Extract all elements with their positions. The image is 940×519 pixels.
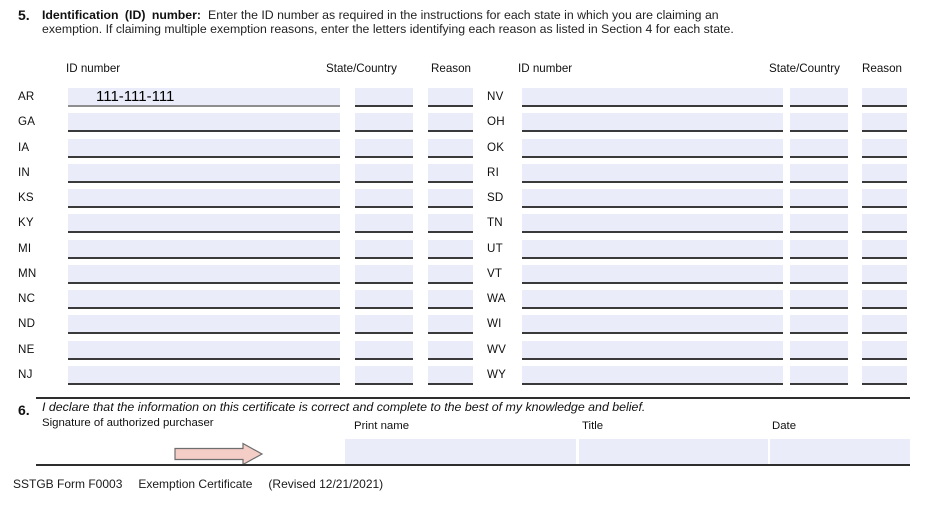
state-country-field[interactable] bbox=[790, 341, 848, 360]
reason-field[interactable] bbox=[428, 341, 473, 360]
state-code: MN bbox=[18, 266, 37, 280]
reason-field[interactable] bbox=[862, 139, 907, 158]
state-code: NE bbox=[18, 342, 35, 356]
section5-instructions bbox=[42, 9, 912, 37]
state-country-field[interactable] bbox=[355, 214, 413, 233]
id-number-value: 111-111-111 bbox=[96, 88, 175, 105]
reason-field[interactable] bbox=[428, 113, 473, 132]
reason-field[interactable] bbox=[862, 315, 907, 334]
id-number-field[interactable] bbox=[68, 113, 340, 132]
section6-bottom-divider bbox=[36, 464, 910, 466]
id-number-field[interactable] bbox=[68, 164, 340, 183]
title-label: Title bbox=[582, 420, 604, 432]
reason-field[interactable] bbox=[428, 164, 473, 183]
state-country-field[interactable] bbox=[790, 214, 848, 233]
reason-field[interactable] bbox=[862, 189, 907, 208]
reason-field[interactable] bbox=[428, 189, 473, 208]
id-number-field[interactable] bbox=[522, 341, 783, 360]
reason-field[interactable] bbox=[862, 240, 907, 259]
state-code: OK bbox=[487, 140, 505, 154]
id-number-field[interactable] bbox=[68, 240, 340, 259]
state-code: TN bbox=[487, 216, 503, 230]
id-number-field[interactable] bbox=[68, 214, 340, 233]
table-row bbox=[487, 112, 915, 137]
id-number-field[interactable] bbox=[68, 366, 340, 385]
table-row bbox=[487, 239, 915, 264]
signature-label: Signature of authorized purchaser bbox=[42, 417, 214, 429]
table-row bbox=[487, 188, 915, 213]
reason-field[interactable] bbox=[862, 88, 907, 107]
right-reason-header: Reason bbox=[862, 62, 902, 75]
reason-field[interactable] bbox=[862, 164, 907, 183]
section6-top-divider bbox=[36, 397, 910, 399]
state-code: KY bbox=[18, 216, 34, 230]
state-code: WY bbox=[487, 367, 507, 381]
state-country-field[interactable] bbox=[355, 265, 413, 284]
state-country-field[interactable] bbox=[355, 189, 413, 208]
table-row bbox=[18, 289, 480, 314]
id-number-field[interactable] bbox=[522, 88, 783, 107]
id-number-field[interactable] bbox=[68, 189, 340, 208]
state-country-field[interactable] bbox=[790, 240, 848, 259]
reason-field[interactable] bbox=[862, 290, 907, 309]
reason-field[interactable] bbox=[862, 214, 907, 233]
reason-field[interactable] bbox=[428, 139, 473, 158]
state-code: VT bbox=[487, 266, 503, 280]
id-number-field[interactable] bbox=[68, 88, 340, 107]
table-row bbox=[487, 264, 915, 289]
state-country-field[interactable] bbox=[790, 366, 848, 385]
state-country-field[interactable] bbox=[790, 265, 848, 284]
reason-field[interactable] bbox=[428, 88, 473, 107]
form-footer bbox=[13, 477, 383, 491]
right-state-country-header: State/Country bbox=[769, 62, 840, 75]
state-country-field[interactable] bbox=[355, 240, 413, 259]
section6-number: 6. bbox=[18, 402, 30, 418]
table-row bbox=[18, 112, 480, 137]
table-row bbox=[18, 163, 480, 188]
state-country-field[interactable] bbox=[790, 189, 848, 208]
table-row bbox=[487, 289, 915, 314]
title-field[interactable] bbox=[579, 439, 768, 464]
reason-field[interactable] bbox=[862, 265, 907, 284]
section5-number: 5. bbox=[18, 7, 30, 23]
state-country-field[interactable] bbox=[355, 164, 413, 183]
reason-field[interactable] bbox=[428, 265, 473, 284]
state-code: NV bbox=[487, 90, 504, 103]
signature-pointer-arrow-icon bbox=[173, 442, 265, 466]
state-country-field[interactable] bbox=[790, 113, 848, 132]
right-state-table bbox=[487, 87, 915, 390]
state-code: WA bbox=[487, 292, 506, 305]
footer-form-id: SSTGB Form F0003 bbox=[13, 477, 123, 491]
left-reason-header: Reason bbox=[431, 62, 471, 75]
state-code: AR bbox=[18, 90, 35, 103]
declaration-text: I declare that the information on this certificate is correct and complete to the best of my knowledge and belief. bbox=[42, 400, 646, 414]
print-name-field[interactable] bbox=[345, 439, 576, 464]
id-number-field[interactable] bbox=[68, 139, 340, 158]
section5-instructions-line2: exemption. If claiming multiple exemption reasons, enter the letters identifying each reason as listed in Section 4 for each state. bbox=[42, 21, 734, 36]
id-number-field[interactable] bbox=[522, 315, 783, 334]
table-row bbox=[18, 188, 480, 213]
table-row bbox=[18, 314, 480, 339]
table-row bbox=[487, 365, 915, 390]
state-code: IA bbox=[18, 140, 30, 154]
reason-field[interactable] bbox=[862, 366, 907, 385]
reason-field[interactable] bbox=[862, 341, 907, 360]
state-code: IN bbox=[18, 165, 30, 179]
table-row bbox=[487, 163, 915, 188]
table-row bbox=[18, 340, 480, 365]
date-label: Date bbox=[772, 420, 797, 432]
state-country-field[interactable] bbox=[790, 315, 848, 334]
state-code: UT bbox=[487, 241, 503, 255]
id-number-field[interactable] bbox=[68, 315, 340, 334]
table-row bbox=[487, 213, 915, 238]
id-number-field[interactable] bbox=[522, 113, 783, 132]
state-code: NC bbox=[18, 292, 36, 305]
state-code: WV bbox=[487, 342, 507, 356]
reason-field[interactable] bbox=[428, 366, 473, 385]
state-code: OH bbox=[487, 115, 505, 129]
table-row bbox=[487, 138, 915, 163]
id-number-field[interactable] bbox=[522, 240, 783, 259]
state-code: KS bbox=[18, 191, 34, 204]
footer-form-name: Exemption Certificate bbox=[138, 477, 253, 491]
state-country-field[interactable] bbox=[355, 113, 413, 132]
table-row bbox=[18, 264, 480, 289]
left-id-number-header: ID number bbox=[66, 62, 121, 75]
state-country-field[interactable] bbox=[355, 366, 413, 385]
right-id-number-header: ID number bbox=[518, 62, 573, 75]
state-country-field[interactable] bbox=[790, 290, 848, 309]
id-number-field[interactable] bbox=[522, 290, 783, 309]
state-country-field[interactable] bbox=[355, 88, 413, 107]
state-country-field[interactable] bbox=[355, 290, 413, 309]
id-number-field[interactable] bbox=[522, 139, 783, 158]
table-row bbox=[18, 138, 480, 163]
reason-field[interactable] bbox=[428, 214, 473, 233]
state-code: WI bbox=[487, 317, 502, 331]
state-code: MI bbox=[18, 241, 32, 255]
id-number-field[interactable] bbox=[68, 341, 340, 360]
date-field[interactable] bbox=[770, 439, 910, 464]
id-number-field[interactable] bbox=[68, 290, 340, 309]
table-row bbox=[18, 213, 480, 238]
table-row bbox=[487, 340, 915, 365]
state-country-field[interactable] bbox=[355, 341, 413, 360]
state-code: NJ bbox=[18, 367, 33, 381]
state-code: SD bbox=[487, 191, 504, 204]
state-country-field[interactable] bbox=[790, 139, 848, 158]
footer-revision: (Revised 12/21/2021) bbox=[268, 477, 384, 491]
id-number-field[interactable] bbox=[522, 265, 783, 284]
table-row bbox=[18, 239, 480, 264]
id-number-field[interactable] bbox=[522, 366, 783, 385]
section5-instructions-line1: Enter the ID number as required in the instructions for each state in which you are claiming an bbox=[208, 8, 719, 22]
table-row bbox=[18, 365, 480, 390]
state-code: ND bbox=[18, 317, 36, 331]
id-number-field[interactable] bbox=[522, 189, 783, 208]
print-name-label: Print name bbox=[354, 420, 410, 432]
state-country-field[interactable] bbox=[790, 164, 848, 183]
id-number-field[interactable] bbox=[522, 214, 783, 233]
reason-field[interactable] bbox=[428, 240, 473, 259]
state-country-field[interactable] bbox=[355, 315, 413, 334]
state-code: RI bbox=[487, 165, 499, 179]
section5-title: Identification (ID) number: bbox=[42, 8, 202, 22]
reason-field[interactable] bbox=[862, 113, 907, 132]
state-code: GA bbox=[18, 115, 36, 129]
id-number-field[interactable] bbox=[68, 265, 340, 284]
state-country-field[interactable] bbox=[355, 139, 413, 158]
reason-field[interactable] bbox=[428, 290, 473, 309]
state-country-field[interactable] bbox=[790, 88, 848, 107]
table-row bbox=[487, 314, 915, 339]
id-number-field[interactable] bbox=[522, 164, 783, 183]
left-state-table bbox=[18, 87, 480, 390]
table-row bbox=[18, 87, 480, 112]
table-row bbox=[487, 87, 915, 112]
reason-field[interactable] bbox=[428, 315, 473, 334]
left-state-country-header: State/Country bbox=[326, 62, 397, 75]
